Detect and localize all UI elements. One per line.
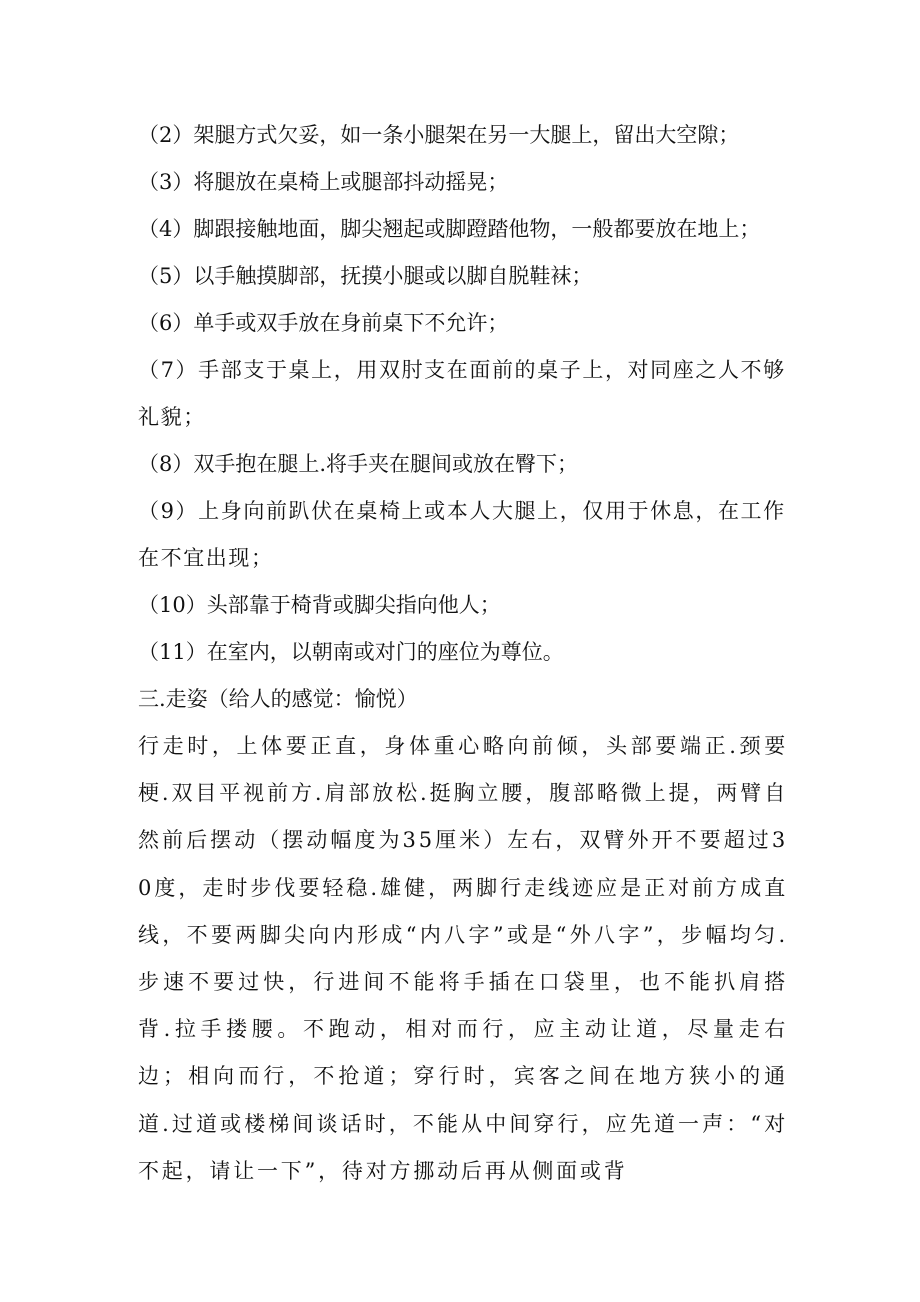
list-item-8: （8）双手抱在腿上.将手夹在腿间或放在臀下； [138,452,579,476]
list-item-11: （11）在室内，以朝南或对门的座位为尊位。 [138,640,564,664]
list-item-5: （5）以手触摸脚部，抚摸小腿或以脚自脱鞋袜； [138,264,593,288]
section-heading: 三.走姿（给人的感觉：愉悦） [138,687,418,711]
list-item-6: （6）单手或双手放在身前桌下不允许； [138,311,509,335]
list-item-7: （7）手部支于桌上，用双肘支在面前的桌子上，对同座之人不够礼貌； [138,358,786,429]
section-paragraph: 行走时，上体要正直，身体重心略向前倾，头部要端正.颈要梗.双目平视前方.肩部放松.挺胸立腰，腹部略微上提，两臂自然前后摆动（摆动幅度为35厘米）左右，双臂外开不要超过30度，走时步伐要轻稳.雄健，两脚行走线迹应是正对前方成直线，不要两脚尖向内形成“内八字”或是“外八字”，步幅均匀.步速不要过快，行进间不能将手插在口袋里，也不能扒肩搭背.拉手搂腰。不跑动，相对而行，应主动让道，尽量走右边；相向而行，不抢道；穿行时，宾客之间在地方狭小的通道.过道或楼梯间谈话时，不能从中间穿行，应先道一声：“对不起，请让一下”，待对方挪动后再从侧面或背 [138,734,788,1183]
list-item-9: （9）上身向前趴伏在桌椅上或本人大腿上，仅用于休息，在工作在不宜出现； [138,499,786,570]
list-item-3: （3）将腿放在桌椅上或腿部抖动摇晃； [138,170,509,194]
document-body [138,112,788,1195]
list-item-4: （4）脚跟接触地面，脚尖翘起或脚蹬踏他物，一般都要放在地上； [138,217,761,241]
list-item-2: （2）架腿方式欠妥，如一条小腿架在另一大腿上，留出大空隙； [138,123,740,147]
list-item-10: （10）头部靠于椅背或脚尖指向他人； [138,593,501,617]
